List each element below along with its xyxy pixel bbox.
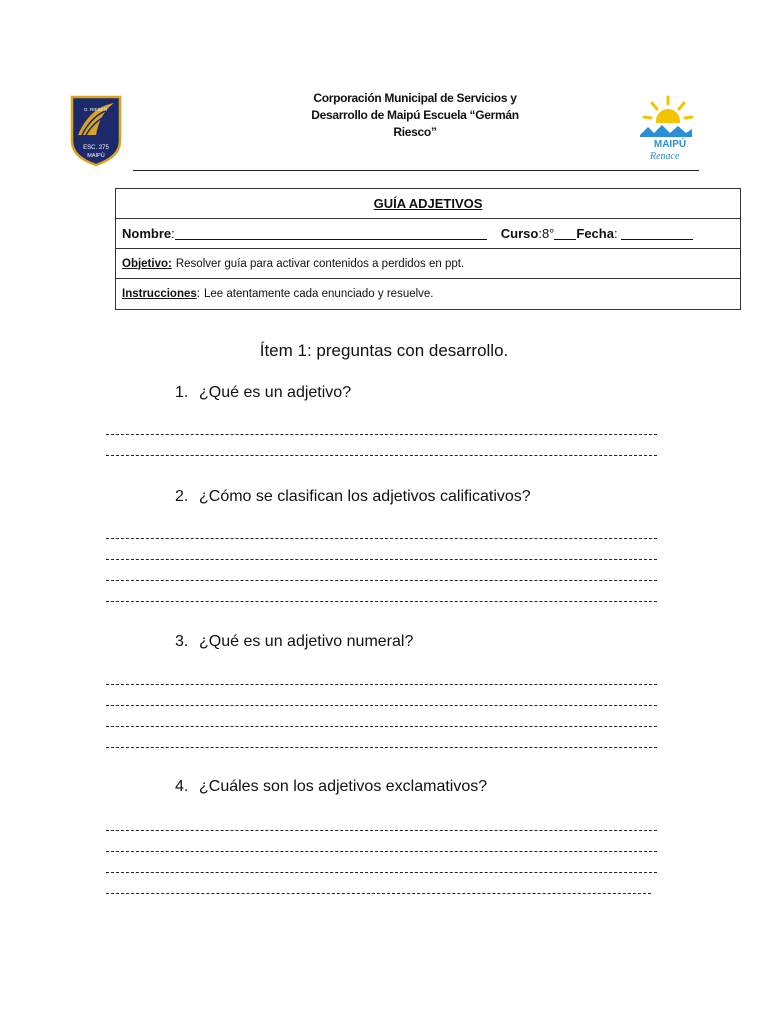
item-title: Ítem 1: preguntas con desarrollo. xyxy=(259,341,509,360)
guide-title: GUÍA ADJETIVOS xyxy=(373,196,483,211)
objective-label: Objetivo: xyxy=(122,257,172,270)
question-text: ¿Cómo se clasifican los adjetivos calificativos? xyxy=(199,488,531,505)
answer-line[interactable] xyxy=(106,538,657,539)
question-text: ¿Cuáles son los adjetivos exclamativos? xyxy=(199,778,488,795)
question-number: 1. xyxy=(175,384,189,401)
answer-line[interactable] xyxy=(106,684,657,685)
answer-line[interactable] xyxy=(106,830,657,831)
date-field[interactable] xyxy=(621,227,693,240)
logo-sub-text: Renace xyxy=(650,151,680,162)
answer-line[interactable] xyxy=(106,601,657,602)
question-number: 4. xyxy=(175,778,189,795)
question-text: ¿Qué es un adjetivo numeral? xyxy=(199,633,414,650)
date-label: Fecha xyxy=(576,226,614,241)
logo-main-text: MAIPÚ xyxy=(653,139,687,150)
answer-line[interactable] xyxy=(106,705,657,706)
answer-line[interactable] xyxy=(106,893,651,894)
question-number: 3. xyxy=(175,633,189,650)
answer-line[interactable] xyxy=(106,872,657,873)
course-field[interactable] xyxy=(554,227,576,240)
objective-row xyxy=(116,249,740,279)
answer-line[interactable] xyxy=(106,851,657,852)
name-field[interactable] xyxy=(175,227,487,240)
guide-title-row xyxy=(116,189,740,219)
objective-text: Resolver guía para activar contenidos a perdidos en ppt. xyxy=(175,257,465,270)
course-value: 8° xyxy=(541,226,555,241)
school-crest-logo xyxy=(70,95,122,167)
answer-line[interactable] xyxy=(106,559,657,560)
maipu-renace-logo xyxy=(630,93,702,163)
question-1 xyxy=(175,384,351,402)
answer-line[interactable] xyxy=(106,726,657,727)
question-text: ¿Qué es un adjetivo? xyxy=(199,384,352,401)
answer-line[interactable] xyxy=(106,747,657,748)
crest-top-text: G. RIESCO xyxy=(84,107,108,112)
organization-header xyxy=(300,90,530,141)
answer-line[interactable] xyxy=(106,580,657,581)
student-info-row: Nombre : Curso : 8° Fecha : xyxy=(116,219,740,249)
header-divider xyxy=(133,170,699,171)
question-4 xyxy=(175,778,487,796)
info-table xyxy=(115,188,741,310)
answer-line[interactable] xyxy=(106,434,657,435)
question-number: 2. xyxy=(175,488,189,505)
question-3 xyxy=(175,633,413,651)
crest-school-text: ESC. 275 xyxy=(83,145,109,151)
instructions-label: Instrucciones xyxy=(122,288,197,300)
org-line-2: Desarrollo de Maipú Escuela “Germán xyxy=(311,108,519,122)
instructions-row: Instrucciones : Lee atentamente cada enunciado y resuelve. xyxy=(122,288,434,300)
course-label: Curso xyxy=(500,226,539,241)
instructions-text: Lee atentamente cada enunciado y resuelve. xyxy=(203,288,434,300)
name-label: Nombre xyxy=(122,226,172,241)
question-2 xyxy=(175,488,531,506)
org-line-3: Riesco” xyxy=(393,125,437,139)
org-line-1: Corporación Municipal de Servicios y xyxy=(313,91,517,105)
answer-line[interactable] xyxy=(106,455,657,456)
crest-city-text: MAIPÚ xyxy=(87,153,105,159)
